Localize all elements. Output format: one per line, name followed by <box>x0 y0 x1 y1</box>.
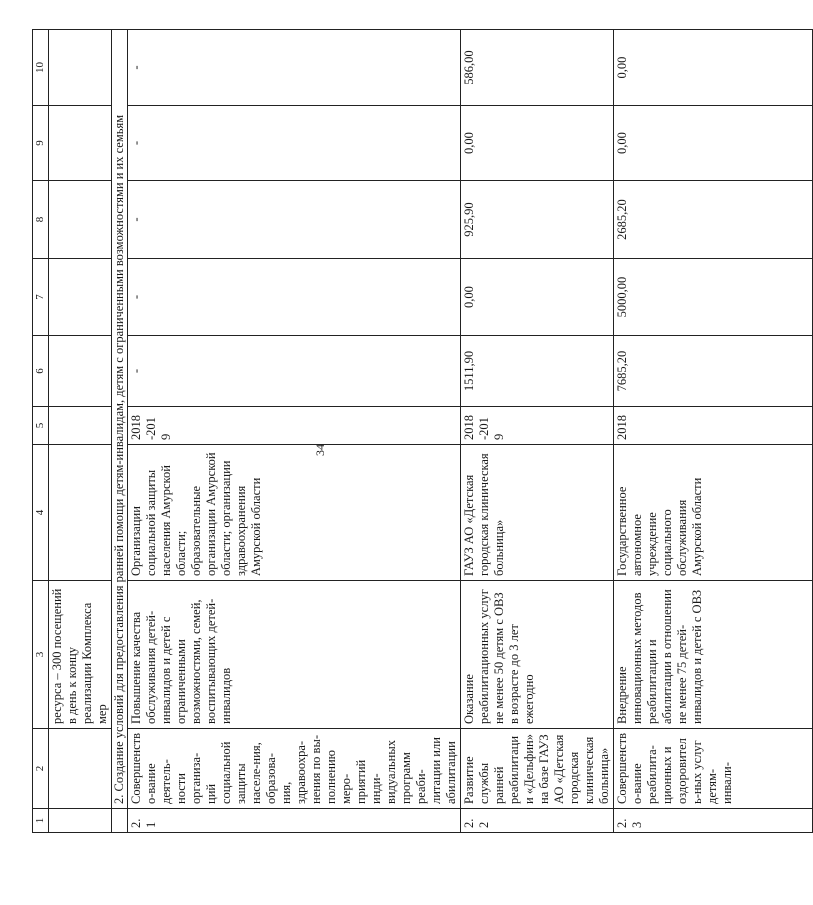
table-cell <box>49 181 112 259</box>
table-row <box>128 30 461 833</box>
table-cell <box>49 809 112 833</box>
total-amount: 7685,20 <box>614 336 813 407</box>
continuation-row <box>49 30 112 833</box>
amount-col-7: - <box>128 259 461 336</box>
amount-col-9: - <box>128 106 461 181</box>
table-cell <box>49 106 112 181</box>
table-cell <box>49 407 112 445</box>
implementation-period: 2018 <box>614 407 813 445</box>
section-row <box>112 30 128 833</box>
measure-name: Совершенство-вание деятель-ности организа-ций социальной защиты населе-ния, образова-ния, здравоохра-нения по вы-полнению меро-приятий инди-видуальных программ реаби-литации или абилитации <box>128 729 461 809</box>
table-cell <box>49 729 112 809</box>
measures-table <box>32 29 813 833</box>
row-number: 2.1 <box>128 809 461 833</box>
section-title: 2. Создание условий для предоставления ранней помощи детям-инвалидам, детям с ограниченными возможностями и их семьям <box>112 30 128 809</box>
total-amount: - <box>128 336 461 407</box>
measure-name: Совершенство-вание реабилита-ционных и оздоровитель-ных услуг детям-инвали- <box>614 729 813 809</box>
amount-col-10: 0,00 <box>614 30 813 106</box>
rotated-page-content <box>32 30 734 833</box>
amount-col-7: 5000,00 <box>614 259 813 336</box>
column-number: 3 <box>33 581 49 729</box>
table-row <box>461 30 614 833</box>
column-number: 6 <box>33 336 49 407</box>
responsible-executor: ГАУЗ АО «Детская городская клиническая больница» <box>461 445 614 581</box>
column-number: 7 <box>33 259 49 336</box>
column-number: 8 <box>33 181 49 259</box>
measure-result: Повышение качества обслуживания детей-инвалидов и детей с ограниченными возможностями, семей, воспитывающих детей-инвалидов <box>128 581 461 729</box>
table-cell <box>49 336 112 407</box>
continuation-text: ресурса – 300 посещений в день к концу реализации Комплекса мер <box>49 581 112 729</box>
table-cell <box>49 445 112 581</box>
implementation-period: 2018-2019 <box>461 407 614 445</box>
measure-result: Оказание реабилитационных услуг не менее 50 детям с ОВЗ в возрасте до 3 лет ежегодно <box>461 581 614 729</box>
responsible-executor: Государственное автономное учреждение социального обслуживания Амурской области <box>614 445 813 581</box>
page-number: 34 <box>313 444 327 456</box>
measure-name: Развитие службы ранней реабилитации «Дельфин» на базе ГАУЗ АО «Детская городская клиническая больница» <box>461 729 614 809</box>
amount-col-7: 0,00 <box>461 259 614 336</box>
amount-col-10: 586,00 <box>461 30 614 106</box>
table-cell <box>49 30 112 106</box>
column-number-row <box>33 30 49 833</box>
column-number: 1 <box>33 809 49 833</box>
table-cell <box>112 809 128 833</box>
column-number: 9 <box>33 106 49 181</box>
total-amount: 1511,90 <box>461 336 614 407</box>
amount-col-8: 2685,20 <box>614 181 813 259</box>
row-number: 2.3 <box>614 809 813 833</box>
amount-col-8: 925,90 <box>461 181 614 259</box>
column-number: 5 <box>33 407 49 445</box>
measure-result: Внедрение инновационных методов реабилитации и абилитации в отношении не менее 75 детей-инвалидов и детей с ОВЗ <box>614 581 813 729</box>
amount-col-9: 0,00 <box>461 106 614 181</box>
amount-col-10: - <box>128 30 461 106</box>
table-row <box>614 30 813 833</box>
amount-col-8: - <box>128 181 461 259</box>
table-cell <box>49 259 112 336</box>
amount-col-9: 0,00 <box>614 106 813 181</box>
responsible-executor: Организации социальной защиты населения Амурской области; образовательные организации Амурской области; организации здравоохранения Амурской области <box>128 445 461 581</box>
implementation-period: 2018-2019 <box>128 407 461 445</box>
column-number: 4 <box>33 445 49 581</box>
column-number: 10 <box>33 30 49 106</box>
column-number: 2 <box>33 729 49 809</box>
row-number: 2.2 <box>461 809 614 833</box>
